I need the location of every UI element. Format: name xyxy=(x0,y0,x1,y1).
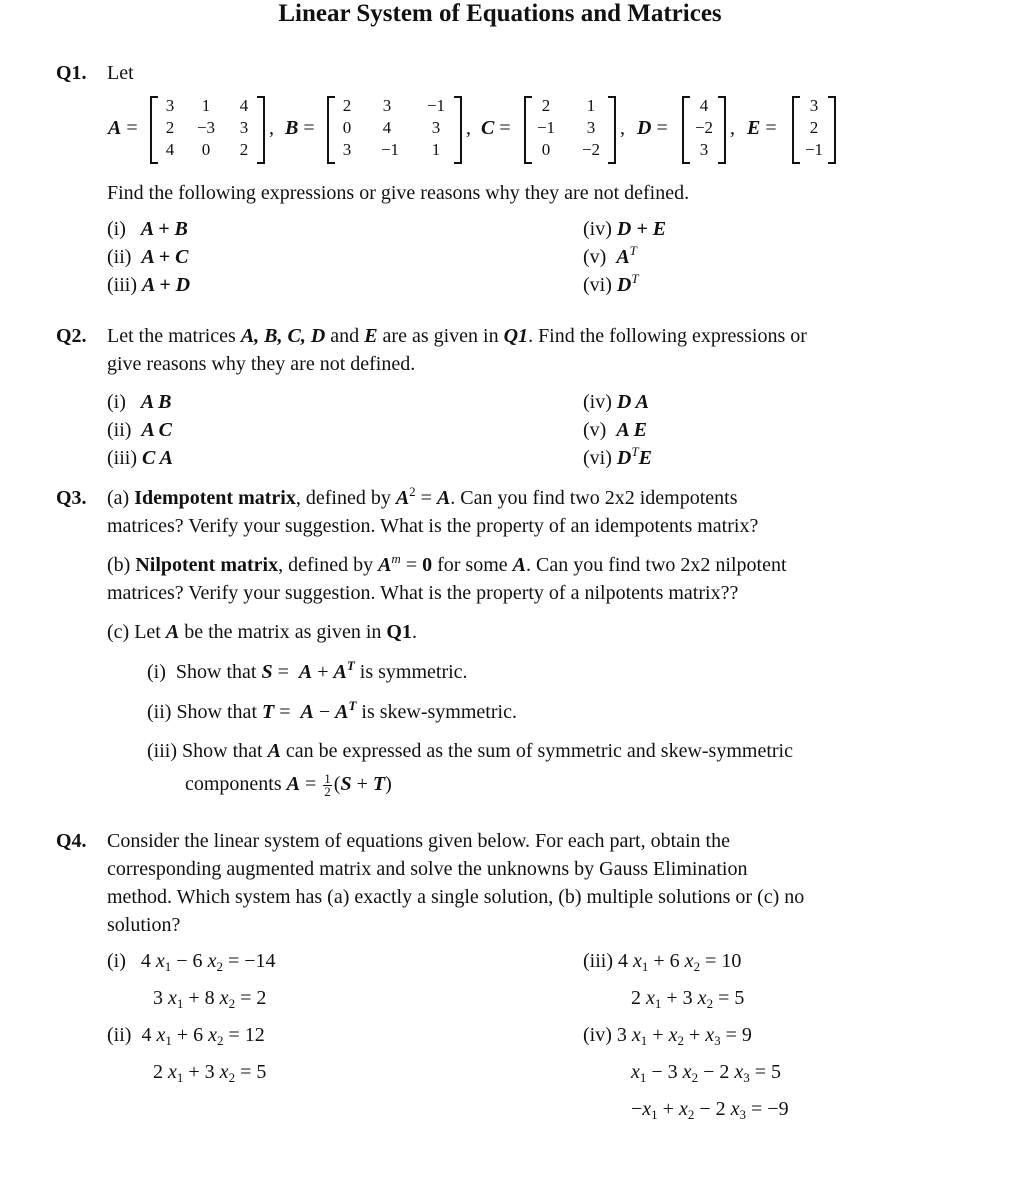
matrix-b-cell: 4 xyxy=(382,118,392,137)
q2-item: (iv) D A xyxy=(583,391,649,413)
q4-line: corresponding augmented matrix and solve the unknowns by Gauss Elimination xyxy=(107,858,748,880)
matrix-b-cell: 0 xyxy=(342,118,352,137)
matrix-e-cell: 2 xyxy=(809,118,819,137)
matrix-c-cell: 2 xyxy=(541,96,551,115)
matrix-d-cell: −2 xyxy=(694,118,714,137)
q3b-line-1: (b) Nilpotent matrix, defined by $A^m = 0$ for some A. Can you find two 2x2 nilpotent xyxy=(107,551,787,576)
matrix-a-cell: 2 xyxy=(165,118,175,137)
q2-line-1: Let the matrices A, B, C, D and E are as given in Q1. Find the following expressions or xyxy=(107,325,807,347)
matrix-b-cell: 3 xyxy=(431,118,441,137)
matrix-a-cell: −3 xyxy=(196,118,216,137)
q2-item: (iii) C A xyxy=(107,447,173,469)
matrix-b-cell: 3 xyxy=(342,140,352,159)
q1-item: (ii) A + C xyxy=(107,246,189,268)
q1-instruction: Find the following expressions or give reasons why they are not defined. xyxy=(107,182,690,204)
matrix-e-cell: −1 xyxy=(804,140,824,159)
q4-line: Consider the linear system of equations given below. For each part, obtain the xyxy=(107,830,730,852)
q4-system-ii-eq2: 2 $x_1 + 3$ $x_2 = 5$ xyxy=(153,1061,267,1085)
matrix-d xyxy=(682,96,726,164)
matrix-d-cell: 4 xyxy=(699,96,709,115)
q4-system-i-eq1: (i) 4 $x_1 - 6$ $x_2 = -14$ xyxy=(107,950,276,974)
q3c-line: (c) Let A be the matrix as given in Q1. xyxy=(107,621,417,643)
matrix-d-label: D = xyxy=(637,117,668,139)
q4-system-iv-eq2: $x_1 - 3$ $x_2 - 2$ $x_3 = 5$ xyxy=(631,1061,782,1085)
q4-line: solution? xyxy=(107,914,181,936)
q4-line: method. Which system has (a) exactly a single solution, (b) multiple solutions or (c) no xyxy=(107,886,805,908)
matrix-a-label: A = xyxy=(108,117,138,139)
matrix-a-cell: 4 xyxy=(165,140,175,159)
matrix-d-cell: 3 xyxy=(699,140,709,159)
matrix-b-label: B = xyxy=(285,117,315,139)
matrix-a-cell: 3 xyxy=(239,118,249,137)
matrix-c-cell: 3 xyxy=(586,118,596,137)
matrix-c-cell: 1 xyxy=(586,96,596,115)
matrix-b-cell: 3 xyxy=(382,96,392,115)
q3c-iii: (iii) Show that A can be expressed as the sum of symmetric and skew-symmetric xyxy=(147,740,793,762)
q2-item: (v) A E xyxy=(583,419,647,441)
q4-label: Q4. xyxy=(56,830,87,852)
q3c-ii: (ii) Show that $T = A - A^T$ is skew-symmetric. xyxy=(147,698,517,723)
q2-item: (i) A B xyxy=(107,391,172,413)
matrix-a-cell: 0 xyxy=(201,140,211,159)
matrix-a-cell: 3 xyxy=(165,96,175,115)
q3a-line-1: (a) Idempotent matrix, defined by $A^2 = A$. Can you find two 2x2 idempotents xyxy=(107,484,738,509)
matrix-e-cell: 3 xyxy=(809,96,819,115)
q3-label: Q3. xyxy=(56,487,87,509)
page-title: Linear System of Equations and Matrices xyxy=(278,0,722,27)
q1-label: Q1. xyxy=(56,62,87,84)
q2-line-2: give reasons why they are not defined. xyxy=(107,353,416,375)
q4-system-iii-eq2: 2 $x_1 + 3$ $x_2 = 5$ xyxy=(631,987,745,1011)
q2-item: (vi) $D^TE$ xyxy=(583,444,652,469)
q1-item: (v) $A^T$ xyxy=(583,243,637,268)
matrix-c xyxy=(524,96,616,164)
q3c-iii-line-2: components A = $\frac{1}{2}$ (S + T) xyxy=(185,770,392,799)
matrix-b-cell: −1 xyxy=(380,140,400,159)
q1-intro: Let xyxy=(107,62,134,84)
matrix-b-cell: 1 xyxy=(431,140,441,159)
q1-item: (iii) A + D xyxy=(107,274,191,296)
q3a-line-2: matrices? Verify your suggestion. What is the property of an idempotents matrix? xyxy=(107,515,759,537)
matrix-a-cell: 4 xyxy=(239,96,249,115)
q4-system-iv-eq3: $-x_1 + x_2 - 2$ $x_3 = -9$ xyxy=(631,1098,789,1122)
q2-item: (ii) A C xyxy=(107,419,173,441)
fraction-one-half: $\frac{1}{2}$ xyxy=(324,770,331,799)
matrix-a-cell: 2 xyxy=(239,140,249,159)
q1-item: (i) A + B xyxy=(107,218,188,240)
q1-item: (iv) D + E xyxy=(583,218,667,240)
q4-system-i-eq2: 3 $x_1 + 8$ $x_2 = 2$ xyxy=(153,987,267,1011)
matrix-b-cell: −1 xyxy=(426,96,446,115)
q2-label: Q2. xyxy=(56,325,87,347)
q4-system-ii-eq1: (ii) 4 $x_1 + 6$ $x_2 = 12$ xyxy=(107,1024,265,1048)
q1-item: (vi) $D^T$ xyxy=(583,271,639,296)
matrix-e xyxy=(792,96,836,164)
matrix-a xyxy=(150,96,265,164)
matrix-c-label: C = xyxy=(481,117,511,139)
matrix-e-label: E = xyxy=(747,117,777,139)
matrix-b-cell: 2 xyxy=(342,96,352,115)
q3b-line-2: matrices? Verify your suggestion. What is the property of a nilpotents matrix?? xyxy=(107,582,739,604)
matrix-a-cell: 1 xyxy=(201,96,211,115)
matrix-c-cell: −2 xyxy=(581,140,601,159)
matrix-b xyxy=(327,96,462,164)
q4-system-iv-eq1: (iv) 3 $x_1 + x_2 + x_3 = 9$ xyxy=(583,1024,752,1048)
matrix-c-cell: −1 xyxy=(536,118,556,137)
q3c-i: (i) Show that $S = A + A^T$ is symmetric. xyxy=(147,658,468,683)
q4-system-iii-eq1: (iii) 4 $x_1 + 6$ $x_2 = 10$ xyxy=(583,950,742,974)
matrix-c-cell: 0 xyxy=(541,140,551,159)
